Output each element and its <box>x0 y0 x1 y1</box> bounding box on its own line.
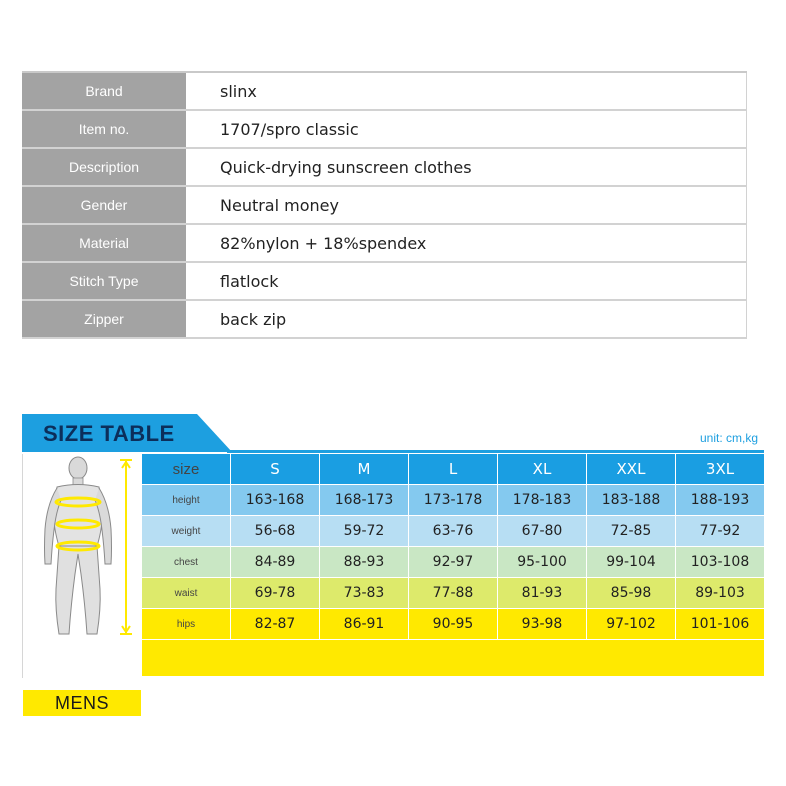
spec-value: 82%nylon + 18%spendex <box>188 225 747 261</box>
row-label: size <box>142 454 230 484</box>
size-row-size <box>142 454 764 484</box>
spec-value: Neutral money <box>188 187 747 223</box>
weight-cell: 63-76 <box>409 516 497 546</box>
spec-row-material <box>22 225 747 263</box>
size-table-header <box>22 414 764 454</box>
chest-cell: 99-104 <box>587 547 675 577</box>
spec-row-zipper <box>22 301 747 339</box>
spec-label: Description <box>22 149 188 185</box>
spec-label: Item no. <box>22 111 188 147</box>
height-cell: 163-168 <box>231 485 319 515</box>
size-cell: S <box>231 454 319 484</box>
height-cell: 183-188 <box>587 485 675 515</box>
size-table-title: SIZE TABLE <box>43 421 175 446</box>
chest-cell: 84-89 <box>231 547 319 577</box>
hips-cell: 93-98 <box>498 609 586 639</box>
height-cell: 178-183 <box>498 485 586 515</box>
spec-label: Material <box>22 225 188 261</box>
body-figure-panel <box>22 454 141 713</box>
spec-value: slinx <box>188 73 747 109</box>
size-row-weight <box>142 516 764 546</box>
spec-row-stitch-type <box>22 263 747 301</box>
size-cell: L <box>409 454 497 484</box>
size-cell: XXL <box>587 454 675 484</box>
spec-label: Gender <box>22 187 188 223</box>
waist-cell: 69-78 <box>231 578 319 608</box>
spec-value: 1707/spro classic <box>188 111 747 147</box>
spec-value: back zip <box>188 301 747 337</box>
waist-cell: 85-98 <box>587 578 675 608</box>
spec-row-gender <box>22 187 747 225</box>
row-label: height <box>142 485 230 515</box>
product-spec-table <box>22 71 747 339</box>
size-cell: 3XL <box>676 454 764 484</box>
spec-row-brand <box>22 73 747 111</box>
weight-cell: 72-85 <box>587 516 675 546</box>
weight-cell: 59-72 <box>320 516 408 546</box>
size-grid <box>142 454 764 640</box>
waist-cell: 89-103 <box>676 578 764 608</box>
size-row-height <box>142 485 764 515</box>
spec-value: flatlock <box>188 263 747 299</box>
size-table <box>22 414 764 713</box>
weight-cell: 77-92 <box>676 516 764 546</box>
hips-cell: 101-106 <box>676 609 764 639</box>
row-label: hips <box>142 609 230 639</box>
chest-cell: 95-100 <box>498 547 586 577</box>
row-label: waist <box>142 578 230 608</box>
chest-cell: 103-108 <box>676 547 764 577</box>
hips-cell: 86-91 <box>320 609 408 639</box>
spec-row-description <box>22 149 747 187</box>
height-cell: 173-178 <box>409 485 497 515</box>
hips-cell: 82-87 <box>231 609 319 639</box>
size-row-hips <box>142 609 764 639</box>
chest-cell: 88-93 <box>320 547 408 577</box>
size-cell: XL <box>498 454 586 484</box>
row-label: chest <box>142 547 230 577</box>
weight-cell: 56-68 <box>231 516 319 546</box>
weight-cell: 67-80 <box>498 516 586 546</box>
height-cell: 168-173 <box>320 485 408 515</box>
spec-value: Quick-drying sunscreen clothes <box>188 149 747 185</box>
height-cell: 188-193 <box>676 485 764 515</box>
unit-label: unit: cm,kg <box>699 431 758 445</box>
spec-label: Zipper <box>22 301 188 337</box>
waist-cell: 77-88 <box>409 578 497 608</box>
size-row-waist <box>142 578 764 608</box>
spec-label: Brand <box>22 73 188 109</box>
gender-label-mens: MENS <box>23 690 141 716</box>
size-row-chest <box>142 547 764 577</box>
header-divider <box>227 450 764 453</box>
spec-label: Stitch Type <box>22 263 188 299</box>
male-body-measurement-icon <box>23 454 141 644</box>
row-label: weight <box>142 516 230 546</box>
chest-cell: 92-97 <box>409 547 497 577</box>
size-cell: M <box>320 454 408 484</box>
waist-cell: 81-93 <box>498 578 586 608</box>
hips-cell: 90-95 <box>409 609 497 639</box>
waist-cell: 73-83 <box>320 578 408 608</box>
spec-row-item-no <box>22 111 747 149</box>
size-table-footer-band <box>142 640 764 676</box>
hips-cell: 97-102 <box>587 609 675 639</box>
